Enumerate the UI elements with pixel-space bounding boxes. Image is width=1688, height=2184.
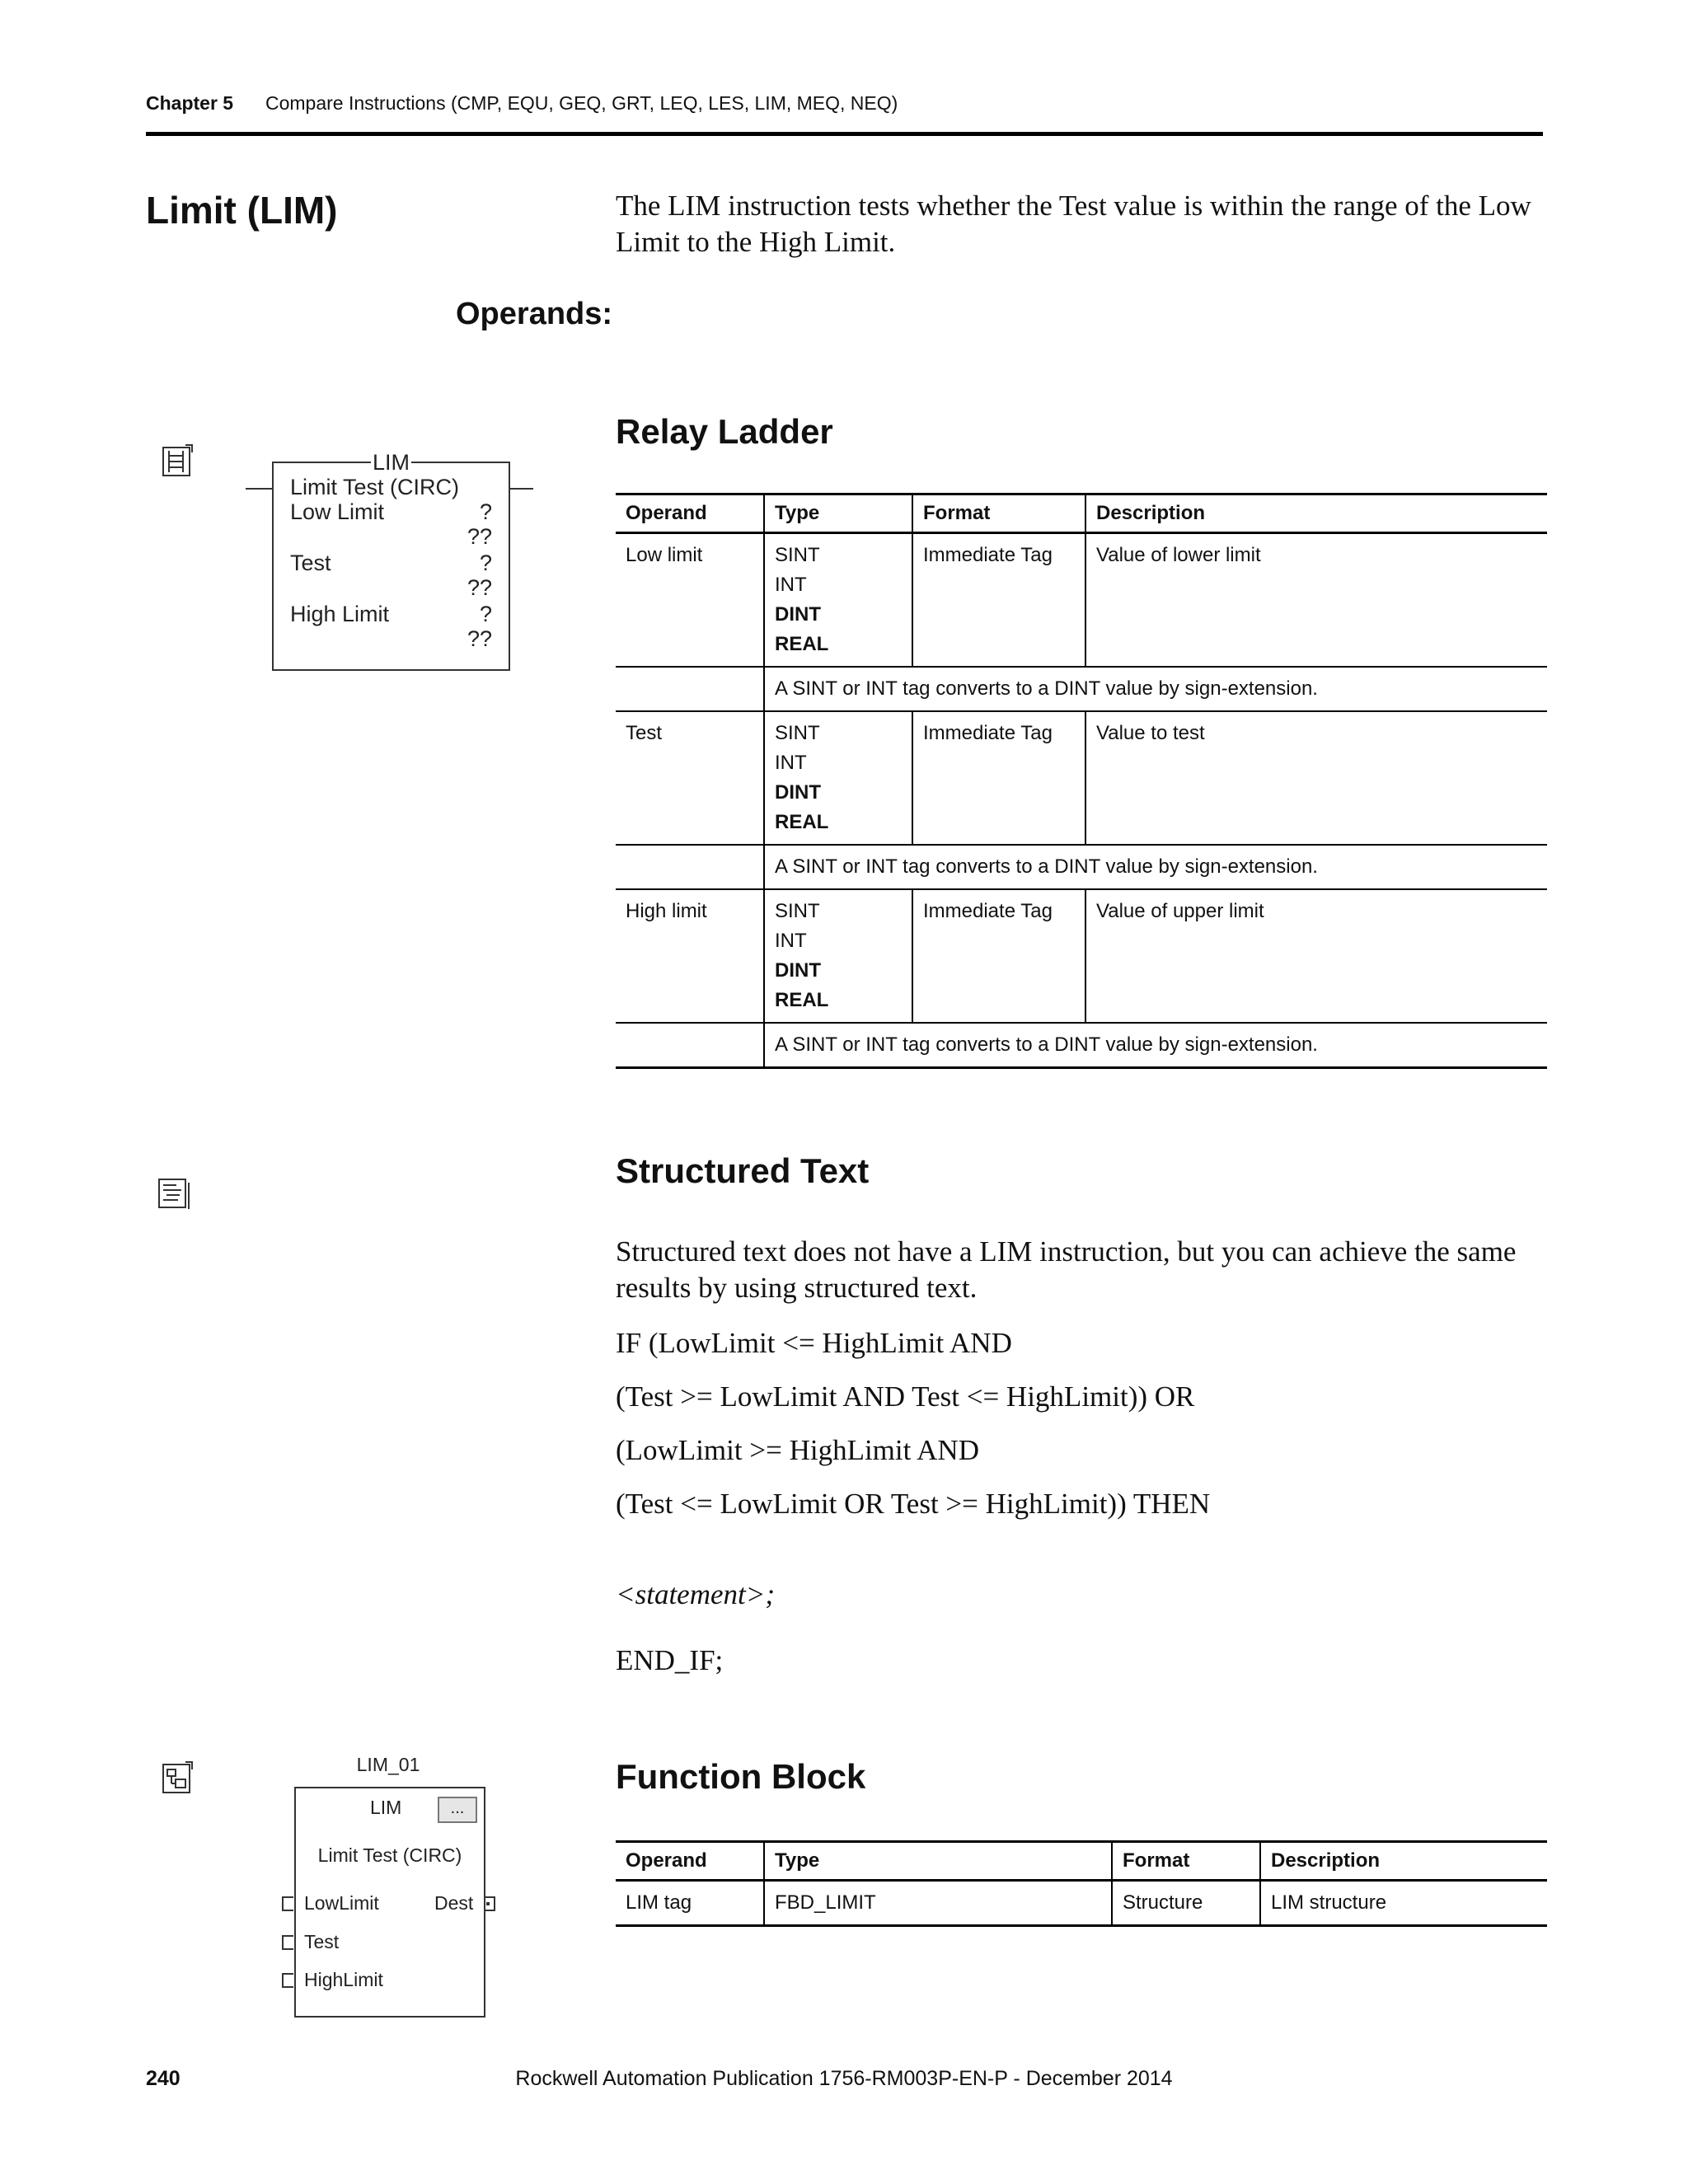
type-value: SINT — [775, 544, 820, 566]
type-value: SINT — [775, 722, 820, 744]
type-value: INT — [775, 752, 807, 774]
column-header: Description — [1260, 1842, 1547, 1881]
relay-ladder-icon — [161, 443, 197, 479]
table-row — [616, 1881, 1547, 1926]
format-cell: Immediate Tag — [912, 889, 1085, 1023]
note-row — [616, 1023, 1547, 1068]
column-header: Operand — [616, 1842, 764, 1881]
description-cell: Value to test — [1085, 711, 1547, 845]
page-header — [146, 92, 1547, 125]
column-header: Format — [912, 494, 1085, 533]
format-cell: Immediate Tag — [912, 533, 1085, 668]
type-cell — [764, 889, 912, 1023]
column-header: Format — [1112, 1842, 1260, 1881]
type-value: DINT — [775, 781, 821, 804]
type-value: DINT — [775, 603, 821, 626]
code-line: (Test >= LowLimit AND Test <= HighLimit)) OR — [616, 1380, 1195, 1413]
type-cell — [764, 711, 912, 845]
fb-input-label: LowLimit — [304, 1892, 379, 1914]
operand-cell: LIM tag — [616, 1881, 764, 1926]
rung-left — [246, 488, 272, 490]
type-value: INT — [775, 930, 807, 952]
input-pin[interactable] — [282, 1896, 293, 1911]
ladder-block-subtitle: Limit Test (CIRC) — [290, 475, 460, 499]
fb-input-label: Test — [304, 1931, 340, 1952]
table-row — [616, 889, 1547, 1023]
table-row — [616, 711, 1547, 845]
code-line: (Test <= LowLimit OR Test >= HighLimit)) THEN — [616, 1488, 1211, 1520]
ladder-row-label: Low Limit — [290, 499, 385, 524]
operand-cell: High limit — [616, 889, 764, 1023]
footer-publication: Rockwell Automation Publication 1756-RM003P-EN-P - December 2014 — [515, 2067, 1173, 2090]
rung-right — [509, 488, 533, 490]
function-block-diagram — [294, 1787, 485, 2018]
column-header: Type — [764, 494, 912, 533]
structured-text-paragraph: Structured text does not have a LIM instruction, but you can achieve the same results by using structured text. — [616, 1235, 1517, 1304]
function-block-table — [616, 1840, 1547, 1927]
output-pin[interactable] — [484, 1896, 495, 1911]
ladder-block-name: LIM — [372, 450, 410, 475]
relay-ladder-table — [616, 493, 1547, 1069]
code-end: END_IF; — [616, 1644, 724, 1676]
type-value: DINT — [775, 959, 821, 982]
type-cell — [764, 533, 912, 668]
note-cell: A SINT or INT tag converts to a DINT value by sign-extension. — [764, 845, 1547, 889]
ladder-row-value: ? — [479, 602, 492, 626]
operand-cell: Test — [616, 711, 764, 845]
type-cell: FBD_LIMIT — [764, 1881, 1112, 1926]
fb-tag-label: LIM_01 — [356, 1754, 420, 1775]
format-cell: Structure — [1112, 1881, 1260, 1926]
description-cell: Value of upper limit — [1085, 889, 1547, 1023]
ladder-row-label: Test — [290, 551, 331, 575]
column-header: Operand — [616, 494, 764, 533]
ladder-instruction-block — [272, 450, 510, 671]
fb-output-label: Dest — [434, 1892, 474, 1914]
relay-ladder-heading: Relay Ladder — [616, 412, 833, 451]
input-pin[interactable] — [282, 1935, 293, 1950]
fb-block-subtitle: Limit Test (CIRC) — [317, 1844, 462, 1866]
note-cell: A SINT or INT tag converts to a DINT value by sign-extension. — [764, 667, 1547, 711]
structured-text-icon — [157, 1174, 193, 1211]
note-cell: A SINT or INT tag converts to a DINT value by sign-extension. — [764, 1023, 1547, 1068]
type-value: REAL — [775, 811, 829, 833]
operand-cell: Low limit — [616, 533, 764, 668]
fb-block-name: LIM — [370, 1797, 402, 1818]
chapter-title: Compare Instructions (CMP, EQU, GEQ, GRT, LEQ, LES, LIM, MEQ, NEQ) — [265, 92, 898, 114]
fb-input-label: HighLimit — [304, 1969, 383, 1990]
properties-button[interactable]: ... — [438, 1797, 477, 1823]
function-block-icon — [161, 1760, 197, 1796]
table-header-row — [616, 1842, 1547, 1881]
type-value: REAL — [775, 989, 829, 1011]
format-cell: Immediate Tag — [912, 711, 1085, 845]
description-cell: LIM structure — [1260, 1881, 1547, 1926]
table-row — [616, 533, 1547, 668]
ladder-row-value: ?? — [467, 575, 492, 600]
table-header-row — [616, 494, 1547, 533]
chapter-label: Chapter 5 — [146, 92, 234, 114]
intro-text: The LIM instruction tests whether the Test value is within the range of the Low Limit to the High Limit. — [616, 190, 1531, 258]
page-number: 240 — [146, 2067, 181, 2090]
type-value: REAL — [775, 633, 829, 655]
code-line: IF (LowLimit <= HighLimit AND — [616, 1327, 1012, 1359]
column-header: Type — [764, 1842, 1112, 1881]
note-row — [616, 667, 1547, 711]
function-block-heading: Function Block — [616, 1757, 866, 1796]
column-header: Description — [1085, 494, 1547, 533]
ladder-row-value: ?? — [467, 524, 492, 549]
structured-text-heading: Structured Text — [616, 1151, 870, 1190]
code-statement: <statement>; — [616, 1578, 776, 1610]
code-line: (LowLimit >= HighLimit AND — [616, 1434, 979, 1466]
ladder-row-value: ? — [479, 499, 492, 524]
type-value: SINT — [775, 900, 820, 922]
description-cell: Value of lower limit — [1085, 533, 1547, 668]
note-row — [616, 845, 1547, 889]
ladder-row-value: ?? — [467, 626, 492, 651]
ladder-row-value: ? — [479, 551, 492, 575]
type-value: INT — [775, 574, 807, 596]
header-rule — [146, 132, 1543, 136]
ladder-row-label: High Limit — [290, 602, 390, 626]
input-pin[interactable] — [282, 1973, 293, 1988]
section-title: Limit (LIM) — [146, 189, 338, 232]
operands-label: Operands: — [456, 297, 613, 331]
